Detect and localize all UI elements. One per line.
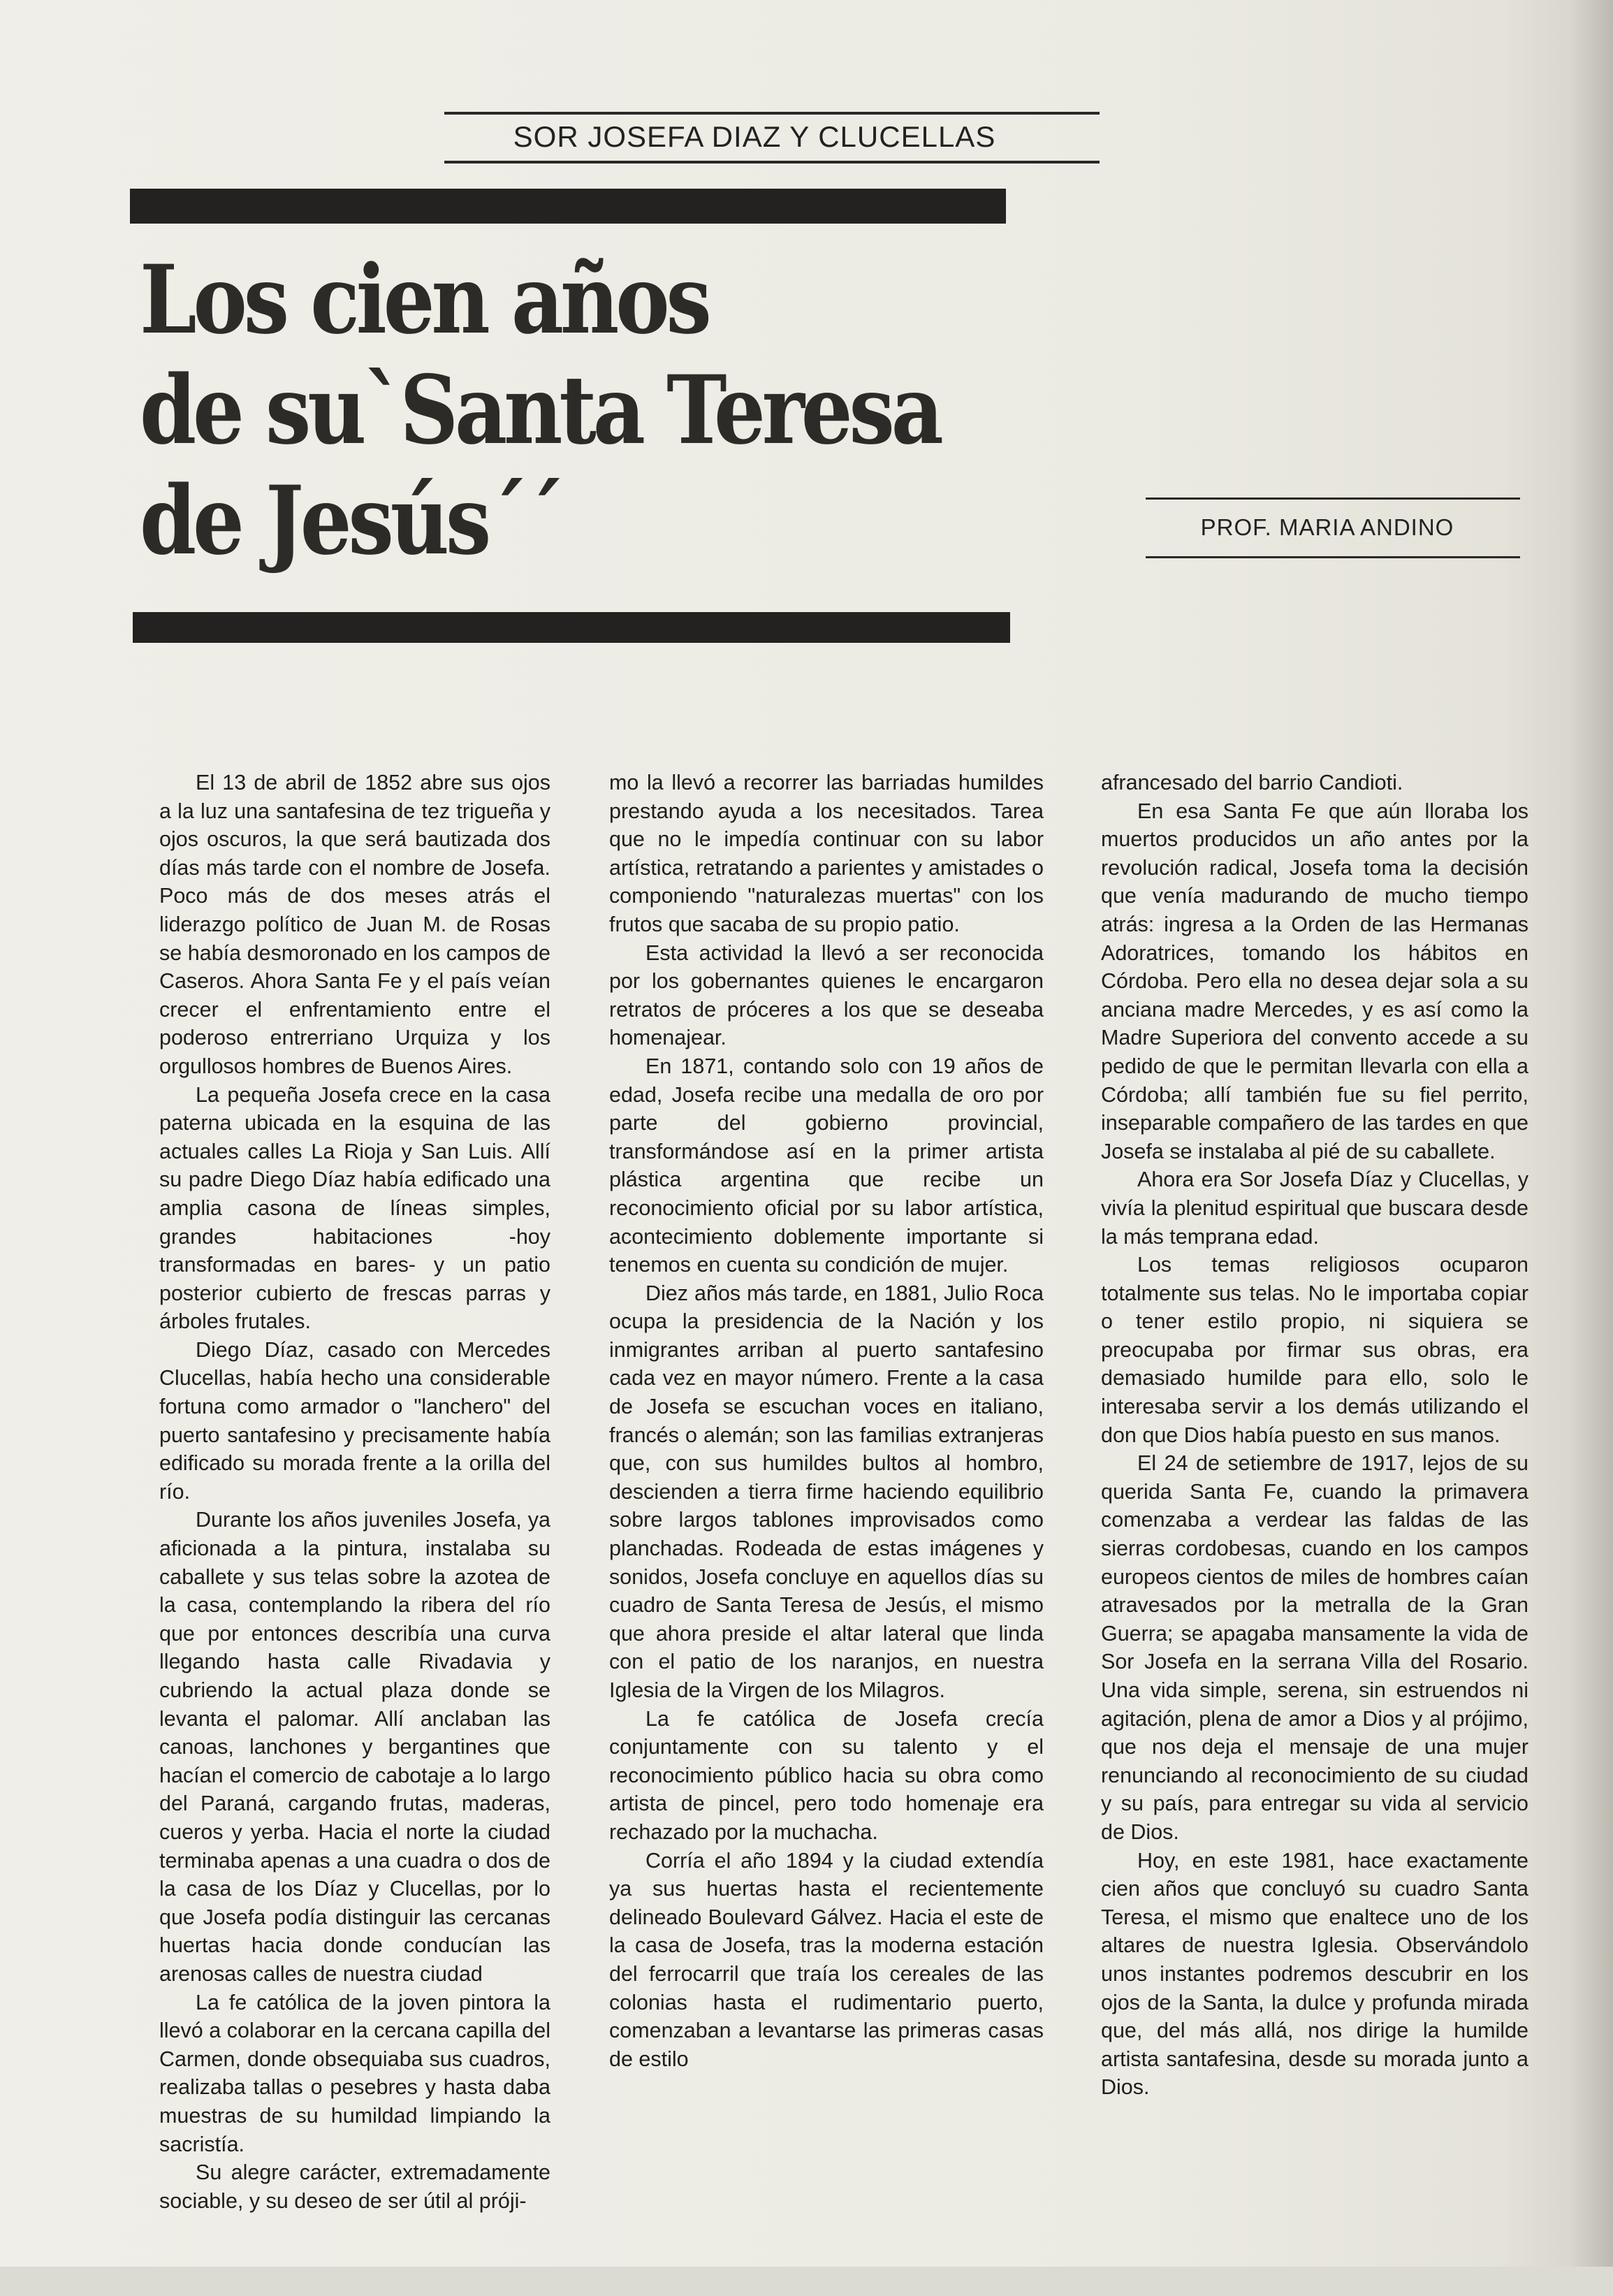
article-column-2 [609, 769, 1044, 2073]
paragraph: La fe católica de la joven pintora la llevó a colaborar en la cercana capilla del Carmen, donde obsequiaba sus cuadros, realizaba tallas o pesebres y hasta daba muestras de su humildad limpiando la sacristía. [159, 1990, 550, 2156]
headline-bottom-bar [133, 612, 1010, 643]
kicker-bottom-rule [444, 161, 1100, 164]
headline [140, 244, 940, 576]
byline: PROF. MARIA ANDINO [1200, 514, 1454, 540]
paragraph: La fe católica de Josefa crecía conjuntamente con su talento y el reconocimiento público hacia su obra como artista de pincel, pero todo homenaje era rechazado por la muchacha. [609, 1706, 1044, 1844]
paragraph: afrancesado del barrio Candioti. [1101, 771, 1403, 794]
paragraph: Durante los años juveniles Josefa, ya aficionada a la pintura, instalaba su caballete y sus telas sobre la azotea de la casa, contemplando la ribera del río que por entonces describía una curva llegando hasta calle Rivadavia y cubriendo la actual plaza donde se levanta el palomar. Allí anclaban las canoas, lanchones y bergantines que hacían el comercio de cabotaje a lo largo del Paraná, cargando frutas, maderas, cueros y yerba. Hacia el norte la ciudad terminaba apenas a una cuadra o dos de la casa de los Díaz y Clucellas, por lo que Josefa podía distinguir las cercanas huertas hacia donde conducían las arenosas calles de nuestra ciudad [159, 1508, 550, 1986]
byline-top-rule [1146, 497, 1520, 500]
paragraph: El 24 de setiembre de 1917, lejos de su querida Santa Fe, cuando la primavera comenzaba a verdear las faldas de las sierras cordobesas, cuando en los campos europeos cientos de miles de hombres caían atravesados por la metralla de la Gran Guerra; se apagaba mansamente la vida de Sor Josefa en la serrana Villa del Rosario. Una vida simple, serena, sin estruendos ni agitación, plena de amor a Dios y al prójimo, que nos deja el mensaje de una mujer renunciando al reconocimiento de su ciudad y su país, para entregar su vida al servicio de Dios. [1101, 1451, 1528, 1844]
paragraph: El 13 de abril de 1852 abre sus ojos a la luz una santafesina de tez trigueña y ojos oscuros, la que será bautizada dos días más tarde con el nombre de Josefa. Poco más de dos meses atrás el liderazgo político de Juan M. de Rosas se había desmoronado en los campos de Caseros. Ahora Santa Fe y el país veían crecer el enfrentamiento entre el poderoso entrerriano Urquiza y los orgullosos hombres de Buenos Aires. [159, 771, 550, 1078]
paragraph: Ahora era Sor Josefa Díaz y Clucellas, y vivía la plenitud espiritual que buscara desde la más temprana edad. [1101, 1168, 1528, 1249]
paragraph: Diego Díaz, casado con Mercedes Clucellas, había hecho una considerable fortuna como armador o "lanchero" del puerto santafesino y precisamente había edificado su morada frente a la orilla del río. [159, 1337, 550, 1504]
headline-line-3: de Jesús´´ [140, 465, 562, 576]
article-column-1 [159, 769, 550, 2215]
page-edge-shadow [1571, 0, 1613, 2296]
paragraph: Hoy, en este 1981, hace exactamente cien años que concluyó su cuadro Santa Teresa, el mismo que enaltece uno de los altares de nuestra Iglesia. Observándolo unos instantes podremos descubrir en los ojos de la Santa, la dulce y profunda mirada que, del más allá, nos dirige la humilde artista santafesina, desde su morada junto a Dios. [1101, 1848, 1528, 2100]
paragraph: mo la llevó a recorrer las barriadas humildes prestando ayuda a los necesitados. Tarea que no le impedía continuar con su labor artística, retratando a parientes y amistades o componiendo "naturalezas muertas" con los frutos que sacaba de su propio patio. [609, 771, 1044, 936]
paragraph: La pequeña Josefa crece en la casa paterna ubicada en la esquina de las actuales calles La Rioja y San Luis. Allí su padre Diego Díaz había edificado una amplia casona de líneas simples, grandes habitaciones -hoy transformadas en bares- y un patio posterior cubierto de frescas parras y árboles frutales. [159, 1082, 550, 1334]
paragraph: Corría el año 1894 y la ciudad extendía ya sus huertas hasta el recientemente delineado Boulevard Gálvez. Hacia el este de la casa de Josefa, tras la moderna estación del ferrocarril que traía los cereales de las colonias hasta el rudimentario puerto, comenzaban a levantarse las primeras casas de estilo [609, 1848, 1044, 2071]
paragraph: En esa Santa Fe que aún lloraba los muertos producidos un año antes por la revolución radical, Josefa toma la decisión que venía madurando de mucho tiempo atrás: ingresa a la Orden de las Hermanas Adoratrices, tomando los hábitos en Córdoba. Pero ella no desea dejar sola a su anciana madre Mercedes, y es así como la Madre Superiora del convento accede a su pedido de que le permitan llevarla con ella a Córdoba; allí también fue su fiel perrito, inseparable compañero de las tardes en que Josefa se instalaba al pié de su caballete. [1101, 799, 1528, 1163]
paragraph: En 1871, contando solo con 19 años de edad, Josefa recibe una medalla de oro por parte del gobierno provincial, transformándose así en la primer artista plástica argentina que recibe un reconocimiento oficial por su labor artística, acontecimiento doblemente importante si tenemos en cuenta su condición de mujer. [609, 1054, 1044, 1277]
headline-top-bar [130, 189, 1006, 224]
kicker-top-rule [444, 112, 1100, 115]
paragraph: Diez años más tarde, en 1881, Julio Roca ocupa la presidencia de la Nación y los inmigrantes arriban al puerto santafesino cada vez en mayor número. Frente a la casa de Josefa se escuchan voces en italiano, francés o alemán; son las familias extranjeras que, con sus humildes bultos al hombro, descienden a tierra firme haciendo equilibrio sobre largos tablones improvisados como planchadas. Rodeada de estas imágenes y sonidos, Josefa concluye en aquellos días su cuadro de Santa Teresa de Jesús, el mismo que ahora preside el altar lateral que linda con el patio de los naranjos, en nuestra Iglesia de la Virgen de los Milagros. [609, 1281, 1044, 1702]
scan-bottom-band [0, 2267, 1613, 2296]
headline-line-1: Los cien años [140, 244, 708, 355]
headline-line-2: de su`Santa Teresa [140, 354, 940, 465]
paragraph: Su alegre carácter, extremadamente sociable, y su deseo de ser útil al próji- [159, 2160, 550, 2213]
paragraph: Esta actividad la llevó a ser reconocida por los gobernantes quienes le encargaron retratos de próceres a los que se deseaba homenajear. [609, 940, 1044, 1050]
paragraph: Los temas religiosos ocuparon totalmente sus telas. No le importaba copiar o tener estilo propio, ni siquiera se preocupaba por firmar sus obras, era demasiado humilde para ello, solo le interesaba servir a los demás utilizando el don que Dios había puesto en sus manos. [1101, 1253, 1528, 1447]
kicker-title: SOR JOSEFA DIAZ Y CLUCELLAS [513, 120, 996, 153]
byline-bottom-rule [1146, 556, 1520, 558]
article-column-3 [1101, 769, 1528, 2102]
